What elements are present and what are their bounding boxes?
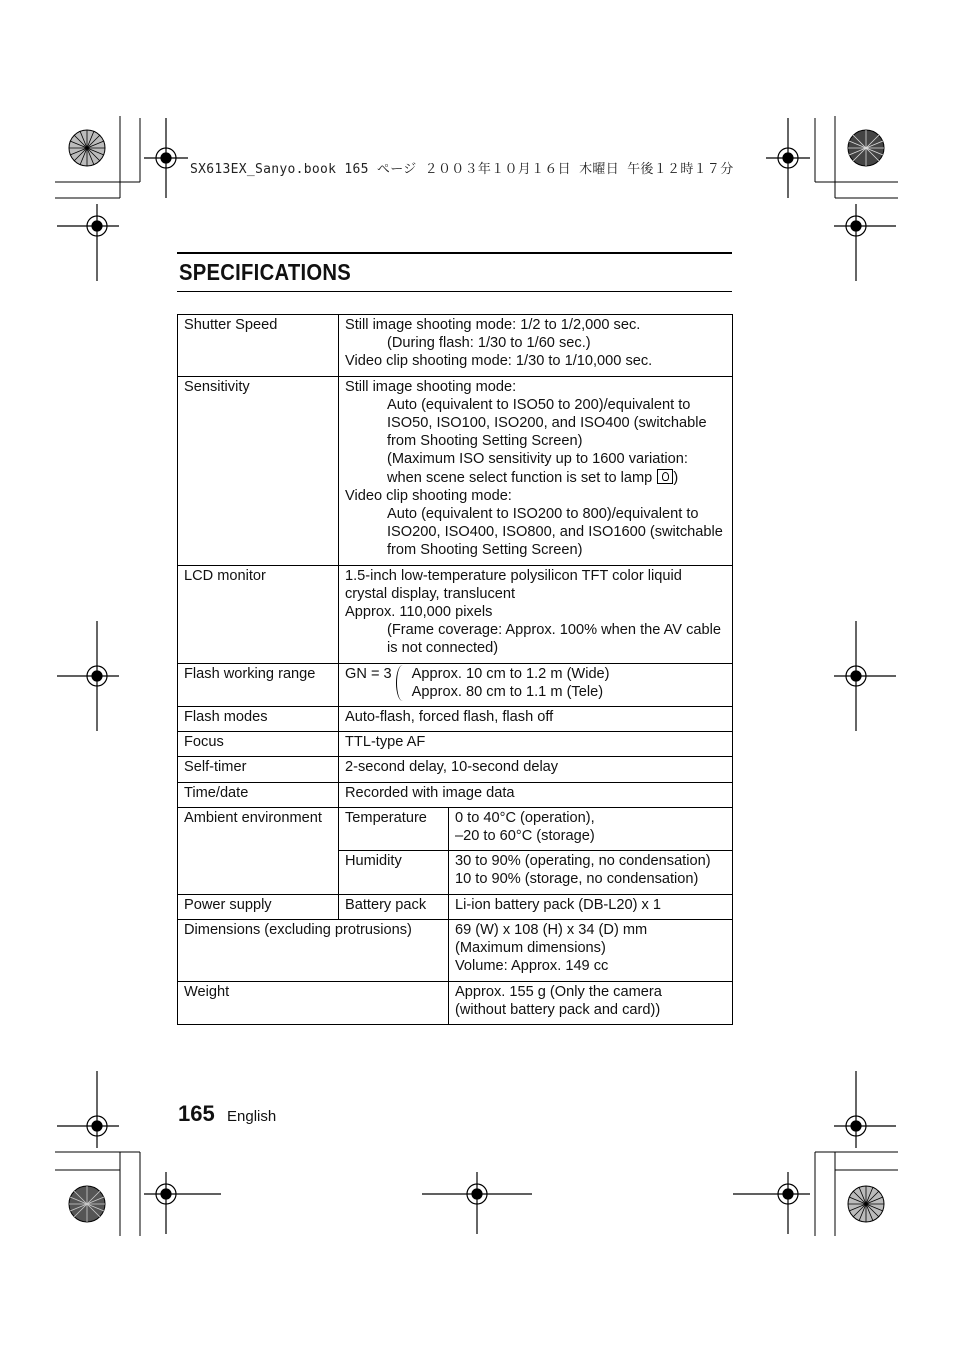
spec-label: LCD monitor <box>178 565 339 663</box>
spec-line: 1.5-inch low-temperature polysilicon TFT color liquid crystal display, translucent <box>345 567 682 602</box>
spec-label: Self-timer <box>178 757 339 782</box>
print-header-line: SX613EX_Sanyo.book 165 ページ ２００３年１０月１６日 木曜日 午後１２時１７分 <box>190 162 734 177</box>
language-label: English <box>227 1108 277 1125</box>
spec-line: (without battery pack and card)) <box>455 1001 661 1018</box>
spec-line: Video clip shooting mode: <box>345 487 512 504</box>
title-rule-top <box>177 252 732 254</box>
title-rule-bottom <box>177 291 732 292</box>
spec-line <box>345 450 726 486</box>
spec-text: ) <box>673 469 679 486</box>
spec-label: Shutter Speed <box>178 315 339 377</box>
spec-sublabel: Humidity <box>339 851 449 894</box>
spec-label: Flash working range <box>178 663 339 706</box>
spec-value: 2-second delay, 10-second delay <box>339 757 733 782</box>
spec-row-flash-range <box>178 663 733 706</box>
spec-line: (Maximum dimensions) <box>455 940 606 957</box>
spec-label: Flash modes <box>178 707 339 732</box>
spec-row-shutter <box>178 315 733 377</box>
spec-value <box>449 919 733 981</box>
spec-line: Video clip shooting mode: 1/30 to 1/10,000 sec. <box>345 353 653 370</box>
spec-row-weight <box>178 981 733 1024</box>
spec-line: Still image shooting mode: 1/2 to 1/2,000 sec. <box>345 317 641 333</box>
spec-value: Li-ion battery pack (DB-L20) x 1 <box>449 894 733 919</box>
spec-line: 69 (W) x 108 (H) x 34 (D) mm <box>455 921 648 938</box>
spec-label: Sensitivity <box>178 376 339 565</box>
spec-row-ambient-temp <box>178 807 733 850</box>
spec-row-self-timer <box>178 757 733 782</box>
spec-label: Focus <box>178 732 339 757</box>
spec-text: GN = 3 <box>345 665 392 682</box>
spec-value: Auto-flash, forced flash, flash off <box>339 707 733 732</box>
spec-line: (During flash: 1/30 to 1/60 sec.) <box>387 335 591 352</box>
spec-line: Approx. 155 g (Only the camera <box>455 983 662 1000</box>
spec-line: 0 to 40°C (operation), <box>455 809 595 826</box>
page-title: SPECIFICATIONS <box>179 259 352 285</box>
spec-row-power <box>178 894 733 919</box>
spec-line: (Frame coverage: Approx. 100% when the AV cable is not connected) <box>387 622 721 657</box>
spec-value <box>449 851 733 894</box>
spec-line: Approx. 80 cm to 1.1 m (Tele) <box>411 683 604 700</box>
spec-value <box>339 315 733 377</box>
spec-row-focus <box>178 732 733 757</box>
spec-sublabel: Battery pack <box>339 894 449 919</box>
spec-row-flash-modes <box>178 707 733 732</box>
spec-label: Dimensions (excluding protrusions) <box>178 919 449 981</box>
spec-line: 10 to 90% (storage, no condensation) <box>455 871 699 888</box>
spec-value: Recorded with image data <box>339 782 733 807</box>
spec-line: Auto (equivalent to ISO200 to 800)/equivalent to ISO200, ISO400, ISO800, and ISO1600 (switchable from Shooting Setting Screen) <box>387 506 723 559</box>
spec-value <box>339 663 733 706</box>
spec-value <box>339 376 733 565</box>
spec-table <box>177 314 733 1025</box>
spec-row-dimensions <box>178 919 733 981</box>
spec-label: Time/date <box>178 782 339 807</box>
spec-line: Approx. 110,000 pixels <box>345 604 493 621</box>
spec-label: Power supply <box>178 894 339 919</box>
spec-line: Still image shooting mode: <box>345 378 517 395</box>
spec-label: Ambient environment <box>178 807 339 894</box>
spec-text: (Maximum ISO sensitivity up to 1600 variation: when scene select function is set to lamp <box>387 451 688 486</box>
spec-line: –20 to 60°C (storage) <box>455 828 595 845</box>
spec-row-sensitivity <box>178 376 733 565</box>
spec-sublabel: Temperature <box>339 807 449 850</box>
spec-row-time-date <box>178 782 733 807</box>
brace-icon <box>396 665 407 701</box>
page-number: 165 <box>178 1101 215 1126</box>
spec-value: TTL-type AF <box>339 732 733 757</box>
spec-value <box>449 981 733 1024</box>
spec-line: Volume: Approx. 149 cc <box>455 958 609 975</box>
spec-line: 30 to 90% (operating, no condensation) <box>455 853 711 870</box>
spec-value <box>339 565 733 663</box>
spec-line: Auto (equivalent to ISO50 to 200)/equivalent to ISO50, ISO100, ISO200, and ISO400 (switchable from Shooting Setting Screen) <box>387 396 707 450</box>
spec-label: Weight <box>178 981 449 1024</box>
spec-value <box>449 807 733 850</box>
spec-line: Approx. 10 cm to 1.2 m (Wide) <box>411 665 610 682</box>
spec-row-lcd <box>178 565 733 663</box>
lamp-scene-icon <box>657 469 673 484</box>
